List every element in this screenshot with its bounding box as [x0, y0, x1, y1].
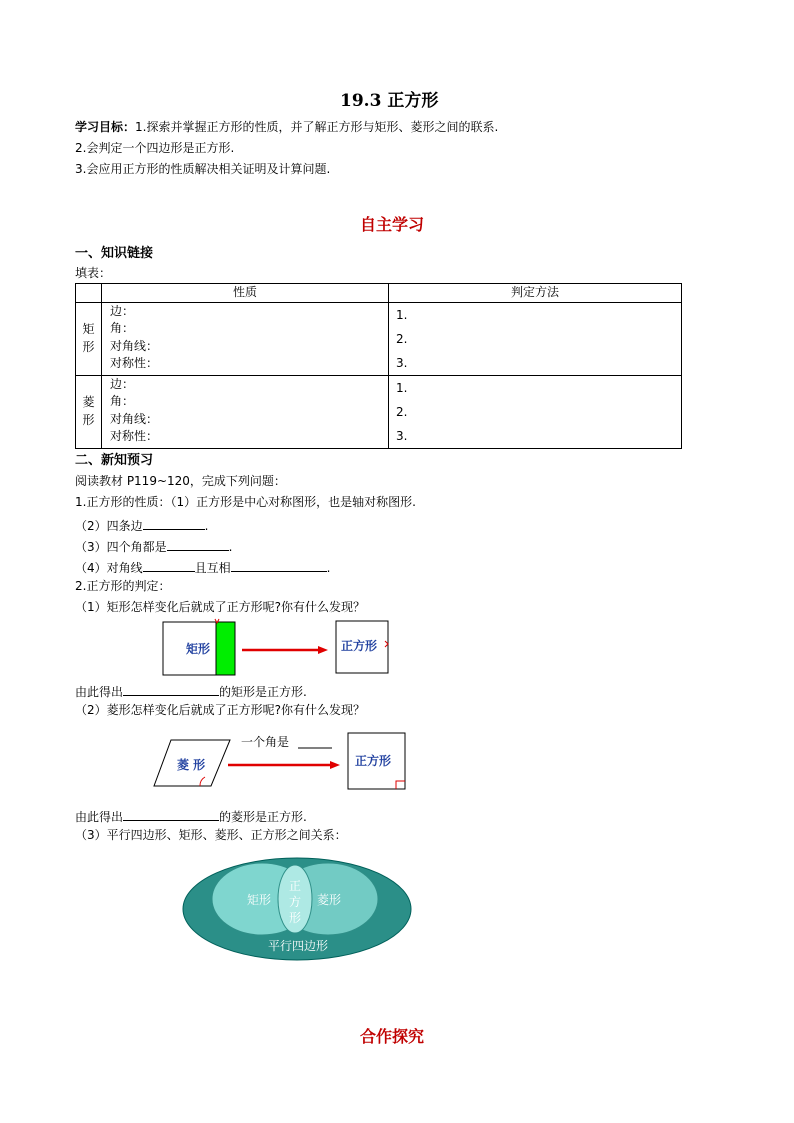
blank-four-sides[interactable] [143, 515, 205, 530]
property-4-text-b: 且互相 [194, 561, 231, 575]
venn-rhombus-label: 菱形 [317, 893, 342, 907]
property-diagonal: 对角线： [110, 411, 159, 426]
rhombus-to-square-figure [150, 728, 412, 792]
judge-item: 3. [396, 428, 408, 443]
table-header-property: 性质 [102, 284, 389, 303]
property-3-text: （3）四个角都是 [75, 540, 167, 554]
square-label: 正方形 [355, 754, 392, 768]
property-symmetry: 对称性： [110, 429, 159, 443]
square-property-3 [75, 536, 232, 556]
quadrilateral-venn-diagram [180, 856, 414, 962]
goal-line-2: 2.会判定一个四边形是正方形. [75, 141, 235, 155]
question-rhombus: （2）菱形怎样变化后就成了正方形呢?你有什么发现？ [75, 703, 366, 717]
judge-item: 1. [396, 380, 408, 395]
read-instruction: 阅读教材 P119~120，完成下列问题： [75, 474, 286, 488]
blank-rhombus-condition[interactable] [123, 806, 219, 821]
venn-rectangle-label: 矩形 [247, 893, 272, 907]
table-row-rectangle [76, 302, 682, 375]
property-side: 边： [110, 303, 135, 318]
row-head-char: 形 [82, 339, 95, 354]
property-angle: 角： [110, 394, 135, 408]
cooperative-inquiry-heading: 合作探究 [360, 1027, 425, 1046]
knowledge-table [75, 283, 682, 449]
conclusion-rhombus [75, 806, 307, 826]
venn-parallelogram-label: 平行四边形 [268, 939, 329, 953]
square-property-1: 1.正方形的性质：（1）正方形是中心对称图形，也是轴对称图形. [75, 495, 416, 509]
judge-cell-rhombus[interactable] [389, 375, 682, 448]
property-cell-rhombus[interactable] [102, 375, 389, 448]
row-head-char: 形 [82, 412, 95, 427]
goals-label: 学习目标： [75, 120, 136, 134]
property-side: 边： [110, 376, 135, 391]
blank-four-angles[interactable] [167, 536, 229, 551]
blank-rectangle-condition[interactable] [123, 681, 219, 696]
conclusion-text-a: 由此得出 [75, 685, 124, 699]
square-property-4 [75, 557, 330, 577]
row-head-rhombus [76, 375, 102, 448]
property-symmetry: 对称性： [110, 356, 159, 370]
judge-title: 2.正方形的判定： [75, 579, 171, 593]
conclusion-text-b: 的矩形是正方形. [219, 685, 307, 699]
property-2-text: （2）四条边 [75, 519, 143, 533]
venn-square-char: 形 [289, 911, 302, 925]
one-angle-note: 一个角是 [241, 735, 290, 749]
judge-item: 2. [396, 331, 408, 346]
table-row-rhombus [76, 375, 682, 448]
conclusion-text-b: 的菱形是正方形. [219, 810, 307, 824]
row-head-char: 菱 [82, 395, 95, 409]
self-study-heading: 自主学习 [360, 215, 425, 234]
table-header-judge: 判定方法 [389, 284, 682, 303]
table-corner-cell [76, 284, 102, 303]
goal-1-text: 1.探索并掌握正方形的性质，并了解正方形与矩形、菱形之间的联系. [135, 120, 499, 134]
conclusion-text-a: 由此得出 [75, 810, 124, 824]
rectangle-to-square-figure [160, 615, 400, 679]
conclusion-rectangle [75, 681, 307, 701]
arrow-head-icon [330, 761, 340, 769]
preview-heading: 二、新知预习 [75, 453, 154, 468]
period: . [204, 519, 209, 533]
rhombus-label: 菱 形 [177, 758, 206, 772]
arrow-head-icon [318, 646, 328, 654]
venn-square-char: 正 [289, 879, 302, 893]
property-diagonal: 对角线： [110, 338, 159, 353]
page-title: 19.3 正方形 [340, 91, 439, 111]
knowledge-link-heading: 一、知识链接 [75, 246, 154, 261]
judge-item: 2. [396, 404, 408, 419]
goal-line-1 [75, 119, 498, 136]
goal-line-3: 3.会应用正方形的性质解决相关证明及计算问题. [75, 162, 331, 176]
fill-table-label: 填表： [75, 266, 112, 280]
period: . [326, 561, 331, 575]
judge-cell-rectangle[interactable] [389, 302, 682, 375]
property-angle: 角： [110, 321, 135, 335]
judge-item: 3. [396, 355, 408, 370]
venn-square-char: 方 [289, 895, 302, 909]
square-label: 正方形 [341, 639, 378, 653]
property-cell-rectangle[interactable] [102, 302, 389, 375]
blank-mutually[interactable] [231, 557, 327, 572]
row-head-rectangle [76, 302, 102, 375]
square-property-2 [75, 515, 208, 535]
judge-item: 1. [396, 307, 408, 322]
blank-diagonals[interactable] [143, 557, 195, 572]
rectangle-label: 矩形 [186, 642, 211, 656]
question-rectangle: （1）矩形怎样变化后就成了正方形呢?你有什么发现？ [75, 600, 366, 614]
property-4-text-a: （4）对角线 [75, 561, 143, 575]
row-head-char: 矩 [82, 322, 95, 336]
period: . [228, 540, 233, 554]
green-strip [216, 622, 235, 675]
relationship-question: （3）平行四边形、矩形、菱形、正方形之间关系： [75, 828, 347, 842]
